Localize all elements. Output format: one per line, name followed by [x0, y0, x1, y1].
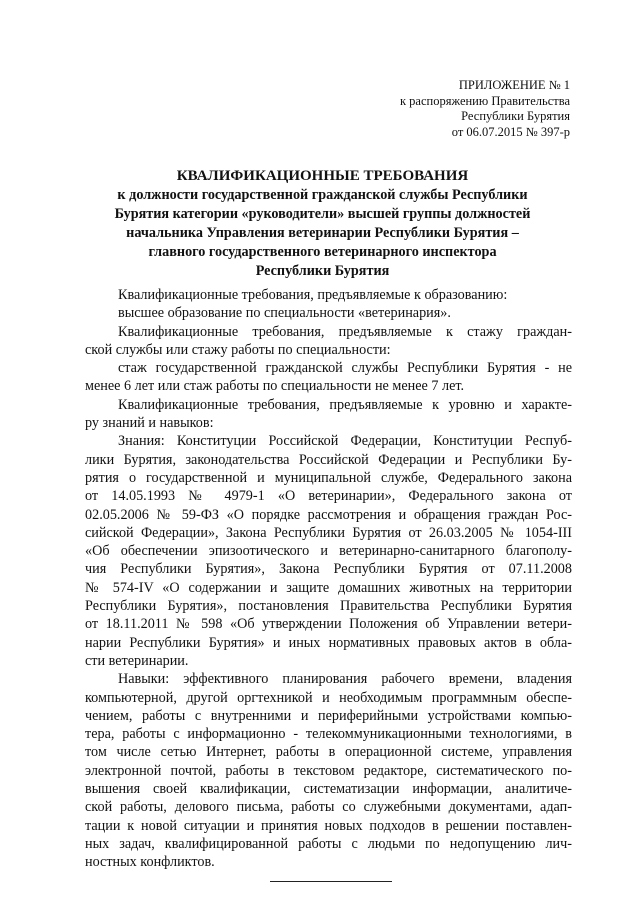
annex-region: Республики Бурятия: [461, 109, 570, 123]
body-line: Республики Бурятия», постановления Правительства Республики Бурятия: [85, 598, 572, 615]
title-subline-3: начальника Управления ветеринарии Республики Бурятия –: [126, 225, 519, 241]
body-line: ру знаний и навыков:: [85, 415, 214, 432]
body-line: от 18.11.2011 № 598 «Об утверждении Положения об Управлении ветери-: [85, 616, 572, 633]
body-line: Квалификационные требования, предъявляемые к уровню и характе-: [118, 396, 572, 413]
annex-order-ref: к распоряжению Правительства: [399, 93, 570, 108]
body-line: тера, работы с информационно - телекоммуникационными технологиями, в: [85, 726, 572, 743]
body-line: том числе сетью Интернет, работы в операционной системе, управления: [85, 744, 572, 761]
title-subline-1: к должности государственной гражданской службы Республики: [117, 187, 528, 203]
body-line: ных задач, квалифицированной работы с людьми по недопущению лич-: [85, 835, 572, 852]
body-line: Навыки: эффективного планирования рабочего времени, владения: [118, 671, 572, 688]
body-line: Квалификационные требования, предъявляемые к образованию:: [118, 287, 508, 303]
body-line: 02.05.2006 № 59-ФЗ «О порядке рассмотрения и обращения граждан Рос-: [85, 506, 572, 523]
title-subline-4: главного государственного ветеринарного инспектора: [148, 244, 497, 260]
body-line: вышения своей квалификации, систематизации информации, аналитиче-: [85, 781, 572, 798]
body-line: высшее образование по специальности «ветеринария».: [118, 305, 451, 322]
annex-number: ПРИЛОЖЕНИЕ № 1: [458, 78, 570, 92]
body-line: ностных конфликтов.: [85, 854, 215, 871]
document-body: [85, 286, 572, 872]
body-line: от 14.05.1993 № 4979-1 «О ветеринарии», Федерального закона от: [85, 488, 572, 505]
body-line: чия Республики Бурятия», Закона Республики Бурятия от 07.11.2008: [85, 561, 572, 578]
title-subline-5: Республики Бурятия: [255, 263, 390, 279]
title-subline-2: Бурятия категории «руководители» высшей группы должностей: [114, 206, 531, 222]
body-line: менее 6 лет или стаж работы по специальности не менее 7 лет.: [85, 378, 465, 395]
body-line: стаж государственной гражданской службы Республики Бурятия - не: [118, 360, 572, 377]
annex-header: [400, 78, 570, 140]
body-line: № 574-IV «О содержании и защите домашних животных на территории: [85, 579, 572, 596]
body-line: ской работы, делового письма, работы со служебными документами, адап-: [85, 799, 572, 816]
body-line: ской службы или стажу работы по специальности:: [85, 341, 391, 358]
title-main: КВАЛИФИКАЦИОННЫЕ ТРЕБОВАНИЯ: [176, 168, 469, 184]
annex-date: от 06.07.2015 № 397-р: [451, 124, 570, 139]
body-line: лики Бурятия, законодательства Российской Федерации и Республики Бу-: [85, 451, 572, 468]
body-line: сти ветеринарии.: [85, 652, 189, 669]
body-line: чением, работы с внутренними и периферийными устройствами компью-: [85, 707, 572, 724]
body-line: нарии Республики Бурятия» и иных нормативных правовых актов в обла-: [85, 634, 572, 651]
document-title: [80, 167, 565, 281]
body-line: компьютерной, другой оргтехникой и необходимым программным обеспе-: [85, 689, 572, 706]
body-line: рятия о государственной и муниципальной службе, Федерального закона: [85, 469, 572, 486]
body-line: «Об обеспечении эпизоотического и ветеринарно-санитарного благополу-: [85, 543, 572, 560]
body-line: сийской Федерации», Закона Республики Бурятия от 26.03.2005 № 1054-III: [85, 524, 572, 541]
body-line: Квалификационные требования, предъявляемые к стажу граждан-: [118, 323, 572, 340]
body-line: электронной почтой, работы в текстовом редакторе, систематического по-: [85, 762, 572, 779]
body-line: Знания: Конституции Российской Федерации, Конституции Респуб-: [118, 433, 572, 450]
body-line: тации к новой ситуации и принятия новых подходов в решении поставлен-: [85, 817, 572, 834]
closing-divider-line: [270, 881, 392, 882]
